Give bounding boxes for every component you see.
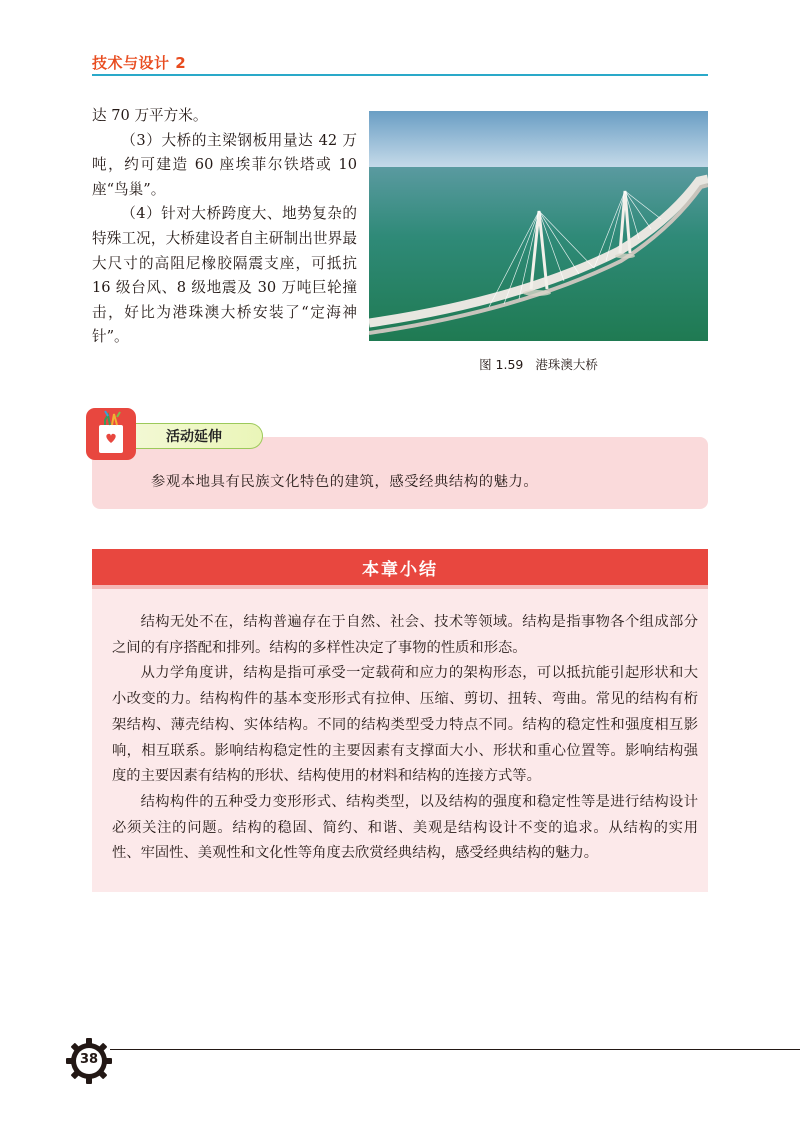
activity-text: 参观本地具有民族文化特色的建筑，感受经典结构的魅力。 bbox=[151, 474, 539, 490]
summary-paragraph: 结构构件的五种受力变形形式、结构类型，以及结构的强度和稳定性等是进行结构设计必须关注的问题。结构的稳固、简约、和谐、美观是结构设计不变的追求。从结构的实用性、牢固性、美观性和文化性等角度去欣赏经典结构，感受经典结构的魅力。 bbox=[112, 793, 698, 862]
body-text bbox=[92, 104, 357, 350]
summary-text bbox=[112, 610, 698, 867]
figure-number: 图 1.59 bbox=[479, 357, 524, 372]
body-paragraph: （3）大桥的主梁钢板用量达 42 万吨，约可建造 60 座埃菲尔铁塔或 10 座“鸟巢”。 bbox=[92, 131, 357, 198]
summary-paragraph: 结构无处不在，结构普遍存在于自然、社会、技术等领域。结构是指事物各个组成部分之间的有序搭配和排列。结构的多样性决定了事物的性质和形态。 bbox=[112, 614, 698, 656]
figure-caption bbox=[369, 355, 708, 373]
figure-title: 港珠澳大桥 bbox=[535, 357, 598, 372]
bridge-photo bbox=[369, 111, 708, 341]
body-paragraph: 达 70 万平方米。 bbox=[92, 107, 208, 124]
header-rule bbox=[92, 74, 708, 76]
body-paragraph: （4）针对大桥跨度大、地势复杂的特殊工况，大桥建设者自主研制出世界最大尺寸的高阻尼橡胶隔震支座，可抵抗 16 级台风、8 级地震及 30 万吨巨轮撞击，好比为港珠澳大桥安装了“定海神针”。 bbox=[92, 205, 357, 346]
page-number: 38 bbox=[79, 1052, 99, 1067]
footer-rule bbox=[110, 1049, 800, 1050]
summary-title: 本章小结 bbox=[362, 560, 438, 580]
shopping-bag-icon bbox=[86, 408, 136, 460]
book-title: 技术与设计 2 bbox=[92, 54, 187, 72]
activity-label: 活动延伸 bbox=[166, 429, 222, 445]
summary-paragraph: 从力学角度讲，结构是指可承受一定载荷和应力的架构形态，可以抵抗能引起形状和大小改变的力。结构构件的基本变形形式有拉伸、压缩、剪切、扭转、弯曲。常见的结构有桁架结构、薄壳结构、实体结构。不同的结构类型受力特点不同。结构的稳定性和强度相互影响，相互联系。影响结构稳定性的主要因素有支撑面大小、形状和重心位置等。影响结构强度的主要因素有结构的形状、结构使用的材料和结构的连接方式等。 bbox=[112, 665, 698, 785]
